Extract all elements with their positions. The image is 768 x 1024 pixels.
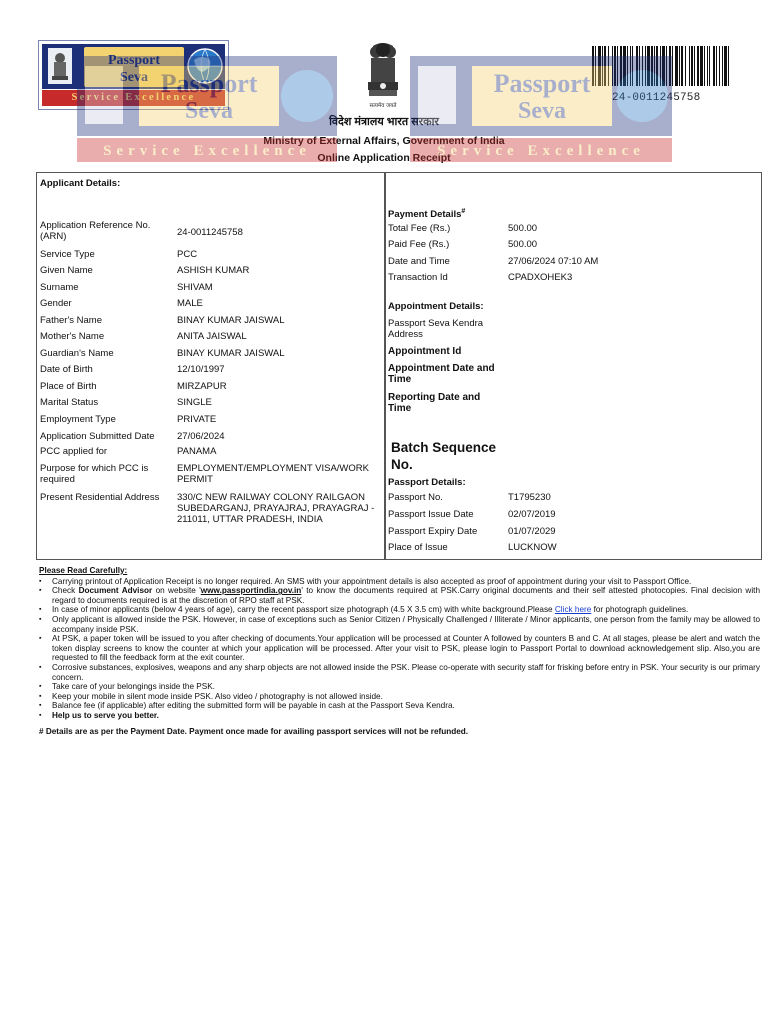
appointment-id-label: Appointment Id xyxy=(388,346,462,357)
svg-text:Passport: Passport xyxy=(160,69,258,98)
column-divider xyxy=(384,173,386,559)
instruction-item: ▪ Check Document Advisor on website 'www.passportindia.gov.in' to know the documents required at PSK.Carry original documents and their self attested photocopies. Final decision with regard to documents required is at the discretion of RPO staff at PSK. xyxy=(52,586,760,605)
svg-text:Service Excellence: Service Excellence xyxy=(437,143,645,159)
passport-no-value: T1795230 xyxy=(508,492,551,503)
surname-label: Surname xyxy=(40,282,79,293)
svg-text:Service Excellence: Service Excellence xyxy=(103,143,311,159)
total-fee-label: Total Fee (Rs.) xyxy=(388,223,451,234)
address-label: Present Residential Address xyxy=(40,492,160,503)
arn-value: 24-0011245758 xyxy=(177,227,243,238)
guardian-name-label: Guardian's Name xyxy=(40,348,114,359)
passport-seva-logo xyxy=(38,40,229,110)
click-here-link[interactable]: Click here xyxy=(554,605,592,615)
ministry-title: Ministry of External Affairs, Government of India xyxy=(263,135,505,147)
applicant-section-title: Applicant Details: xyxy=(40,178,121,189)
pcc-applied-for-value: PANAMA xyxy=(177,446,217,457)
payment-datetime-value: 27/06/2024 07:10 AM xyxy=(508,256,599,267)
place-of-birth-label: Place of Birth xyxy=(40,381,97,392)
instruction-item: ▪ Balance fee (if applicable) after editing the submitted form will be payable in cash at the Passport Seva Kendra. xyxy=(52,701,760,711)
place-of-birth-value: MIRZAPUR xyxy=(177,381,227,392)
gender-label: Gender xyxy=(40,298,72,309)
instruction-item: ▪ At PSK, a paper token will be issued to you after checking of documents.Your application will be processed at Counter A followed by counters B and C. At all stages, please be alert and watch the token display screens to know the counter at which your application will be processed. After your visit to PSK, please login to Passport Portal to download acknowledgement slip. Also,you are requested to fill the feedback form at the exit counter. xyxy=(52,634,760,663)
emblem-icon xyxy=(48,48,72,84)
arn-label: Application Reference No. (ARN) xyxy=(40,220,151,242)
total-fee-value: 500.00 xyxy=(508,223,538,234)
father-name-label: Father's Name xyxy=(40,315,103,326)
barcode-graphic xyxy=(592,46,729,86)
given-name-label: Given Name xyxy=(40,265,93,276)
instructions-list xyxy=(36,577,760,721)
paid-fee-label: Paid Fee (Rs.) xyxy=(388,239,450,250)
pcc-applied-for-label: PCC applied for xyxy=(40,446,108,457)
logo-line2: Seva xyxy=(120,70,148,85)
instruction-item: ▪ Carrying printout of Application Receipt is no longer required. An SMS with your appointment details is also accepted as proof of appointment during your visit to Passport Office. xyxy=(52,577,760,587)
issue-date-value: 02/07/2019 xyxy=(508,509,556,520)
svg-text:Seva: Seva xyxy=(185,98,233,124)
appointment-section-title: Appointment Details: xyxy=(388,301,484,312)
surname-value: SHIVAM xyxy=(177,282,213,293)
reporting-datetime-label: Reporting Date and Time xyxy=(388,392,481,414)
instruction-item: ▪ Keep your mobile in silent mode inside PSK. Also video / photography is not allowed inside. xyxy=(52,692,760,702)
instruction-item: ▪ Only applicant is allowed inside the PSK. However, in case of exceptions such as Senior Citizen / Physically Challenged / Illiterate / Minor applicants, one person from the family may be allowed to accompany inside PSK. xyxy=(52,615,760,634)
document-advisor-text: Document Advisor xyxy=(78,586,153,596)
instruction-item: ▪ Help us to serve you better. xyxy=(52,711,760,721)
payment-datetime-label: Date and Time xyxy=(388,256,450,267)
dob-label: Date of Birth xyxy=(40,364,93,375)
marital-status-label: Marital Status xyxy=(40,397,99,408)
transaction-id-label: Transaction Id xyxy=(388,272,448,283)
issue-date-label: Passport Issue Date xyxy=(388,509,474,520)
address-value: 330/C NEW RAILWAY COLONY RAILGAON SUBEDARGANJ, PRAYAJRAJ, PRAYAGRAJ - 211011, UTTAR PRADESH, INDIA xyxy=(177,492,375,525)
service-type-value: PCC xyxy=(177,249,198,260)
mother-name-value: ANITA JAISWAL xyxy=(177,331,247,342)
website-text: www.passportindia.gov.in xyxy=(200,586,302,596)
submitted-date-label: Application Submitted Date xyxy=(40,431,155,442)
national-emblem-icon xyxy=(359,40,407,110)
payment-note-marker: # xyxy=(461,208,466,215)
pcc-purpose-value: EMPLOYMENT/EMPLOYMENT VISA/WORK PERMIT xyxy=(177,463,369,485)
logo-line1: Passport xyxy=(107,53,161,68)
hindi-title: विदेश मंत्रालय भारत सरकार xyxy=(329,116,439,128)
paid-fee-value: 500.00 xyxy=(508,239,538,250)
receipt-title: Online Application Receipt xyxy=(317,152,451,164)
employment-type-label: Employment Type xyxy=(40,414,116,425)
gender-value: MALE xyxy=(177,298,203,309)
place-of-issue-label: Place of Issue xyxy=(388,542,448,553)
instructions-block xyxy=(36,566,760,736)
batch-sequence-label: Batch Sequence No. xyxy=(391,440,497,472)
payment-section-title: Payment Details# xyxy=(388,208,466,221)
barcode-number: 24-0011245758 xyxy=(612,92,701,104)
svg-text:Seva: Seva xyxy=(518,98,566,124)
transaction-id-value: CPADXOHEK3 xyxy=(508,272,573,283)
expiry-date-label: Passport Expiry Date xyxy=(388,526,478,537)
place-of-issue-value: LUCKNOW xyxy=(508,542,557,553)
logo-tagline: Service Excellence xyxy=(42,90,225,106)
instruction-item: ▪ In case of minor applicants (below 4 years of age), carry the recent passport size photograph (4.5 X 3.5 cm) with white background.Please Click here for photograph guidelines. xyxy=(52,605,760,615)
instruction-item: ▪ Take care of your belongings inside the PSK. xyxy=(52,682,760,692)
passport-section-title: Passport Details: xyxy=(388,477,466,488)
pcc-purpose-label: Purpose for which PCC is required xyxy=(40,463,149,485)
mother-name-label: Mother's Name xyxy=(40,331,105,342)
submitted-date-value: 27/06/2024 xyxy=(177,431,225,442)
marital-status-value: SINGLE xyxy=(177,397,212,408)
expiry-date-value: 01/07/2029 xyxy=(508,526,556,537)
guardian-name-value: BINAY KUMAR JAISWAL xyxy=(177,348,285,359)
appointment-datetime-label: Appointment Date and Time xyxy=(388,363,495,385)
svg-text:Passport: Passport xyxy=(493,69,591,98)
logo-graphic xyxy=(42,44,225,89)
instructions-title: Please Read Carefully: xyxy=(39,566,128,575)
globe-icon xyxy=(188,49,222,83)
dob-value: 12/10/1997 xyxy=(177,364,225,375)
passport-no-label: Passport No. xyxy=(388,492,443,503)
instruction-item: ▪ Corrosive substances, explosives, weapons and any sharp objects are not allowed inside the PSK. Please co-operate with security staff for frisking before entry in PSK. Your security is our primary concern. xyxy=(52,663,760,682)
emblem-caption: सत्यमेव जयते xyxy=(369,103,397,109)
given-name-value: ASHISH KUMAR xyxy=(177,265,250,276)
psk-address-label: Passport Seva Kendra Address xyxy=(388,318,484,340)
service-type-label: Service Type xyxy=(40,249,95,260)
payment-footnote: # Details are as per the Payment Date. Payment once made for availing passport services will not be refunded. xyxy=(39,726,469,736)
employment-type-value: PRIVATE xyxy=(177,414,217,425)
father-name-value: BINAY KUMAR JAISWAL xyxy=(177,315,285,326)
